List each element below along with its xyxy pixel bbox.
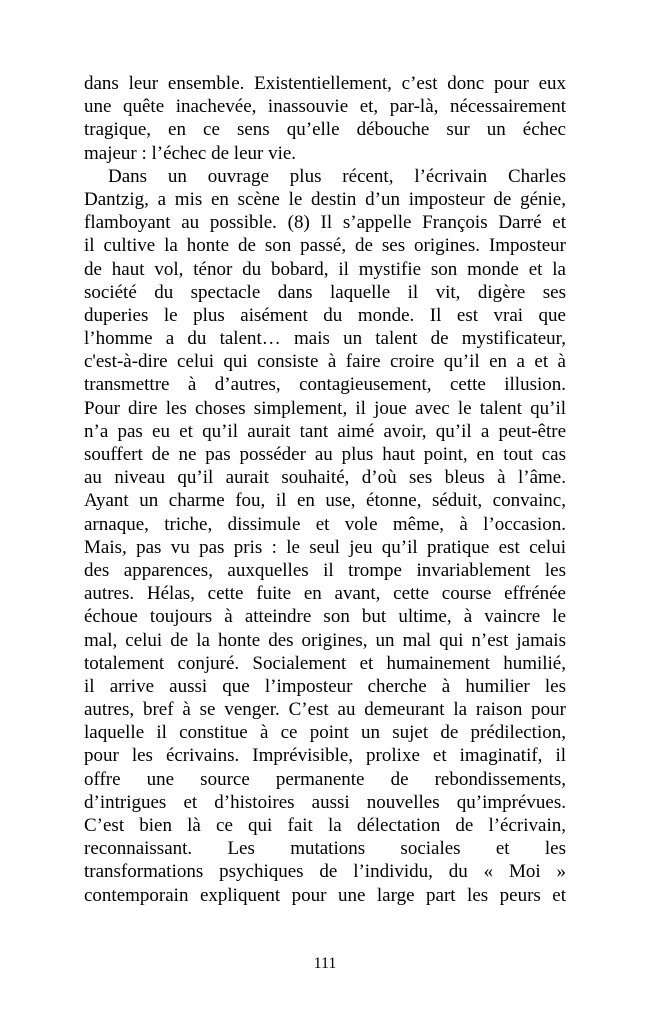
text-line: arnaque, triche, dissimule et vole même, à l’occasion. — [84, 513, 566, 535]
text-line: une quête inachevée, inassouvie et, par-là, nécessairement — [84, 96, 566, 118]
text-line: reconnaissant. Les mutations sociales et les — [84, 838, 566, 860]
text-line: Mais, pas vu pas pris : le seul jeu qu’il pratique est celui — [84, 536, 566, 558]
text-line: il cultive la honte de son passé, de ses origines. Imposteur — [84, 235, 566, 257]
text-line: contemporain expliquent pour une large part les peurs et — [84, 884, 566, 906]
text-line: laquelle il constitue à ce point un sujet de prédilection, — [84, 722, 566, 744]
text-line: pour les écrivains. Imprévisible, prolixe et imaginatif, il — [84, 745, 566, 767]
text-line: autres. Hélas, cette fuite en avant, cette course effrénée — [84, 583, 566, 605]
text-line: n’a pas eu et qu’il aurait tant aimé avoir, qu’il a peut-être — [84, 420, 566, 442]
text-line: dans leur ensemble. Existentiellement, c’est donc pour eux — [84, 73, 566, 94]
text-line: des apparences, auxquelles il trompe invariablement les — [84, 559, 566, 581]
text-line: Pour dire les choses simplement, il joue avec le talent qu’il — [84, 397, 566, 419]
text-line: totalement conjuré. Socialement et humainement humilié, — [84, 652, 566, 674]
text-line: offre une source permanente de rebondissements, — [84, 768, 566, 790]
text-line: mal, celui de la honte des origines, un mal qui n’est jamais — [84, 629, 566, 651]
text-line: d’intrigues et d’histoires aussi nouvelles qu’imprévues. — [84, 791, 566, 813]
text-line: transmettre à d’autres, contagieusement, cette illusion. — [84, 374, 566, 396]
text-line: au niveau qu’il aurait souhaité, d’où ses bleus à l’âme. — [84, 467, 566, 489]
text-line: majeur : l’échec de leur vie. — [84, 142, 297, 164]
text-line: de haut vol, ténor du bobard, il mystifie son monde et la — [84, 258, 566, 280]
text-line: flamboyant au possible. (8) Il s’appelle François Darré et — [84, 212, 566, 234]
text-line: c'est-à-dire celui qui consiste à faire croire qu’il en a et à — [84, 351, 566, 373]
text-line: Dans un ouvrage plus récent, l’écrivain Charles — [108, 165, 566, 187]
text-line: l’homme a du talent… mais un talent de mystificateur, — [84, 328, 566, 350]
text-line: Dantzig, a mis en scène le destin d’un imposteur de génie, — [84, 188, 566, 210]
text-line: souffert de ne pas posséder au plus haut point, en tout cas — [84, 444, 566, 465]
page-body — [84, 72, 566, 907]
page-number: 111 — [313, 955, 337, 972]
text-line: C’est bien là ce qui fait la délectation de l’écrivain, — [84, 815, 566, 836]
text-line: tragique, en ce sens qu’elle débouche sur un échec — [84, 119, 566, 141]
text-line: société du spectacle dans laquelle il vit, digère ses — [84, 281, 566, 303]
text-line: Ayant un charme fou, il en use, étonne, séduit, convainc, — [84, 490, 566, 512]
text-line: duperies le plus aisément du monde. Il est vrai que — [84, 304, 566, 326]
text-line: autres, bref à se venger. C’est au demeurant la raison pour — [84, 699, 566, 721]
text-line: il arrive aussi que l’imposteur cherche à humilier les — [84, 675, 566, 697]
text-line: échoue toujours à atteindre son but ultime, à vaincre le — [84, 606, 566, 628]
text-line: transformations psychiques de l’individu, du « Moi » — [84, 861, 566, 883]
